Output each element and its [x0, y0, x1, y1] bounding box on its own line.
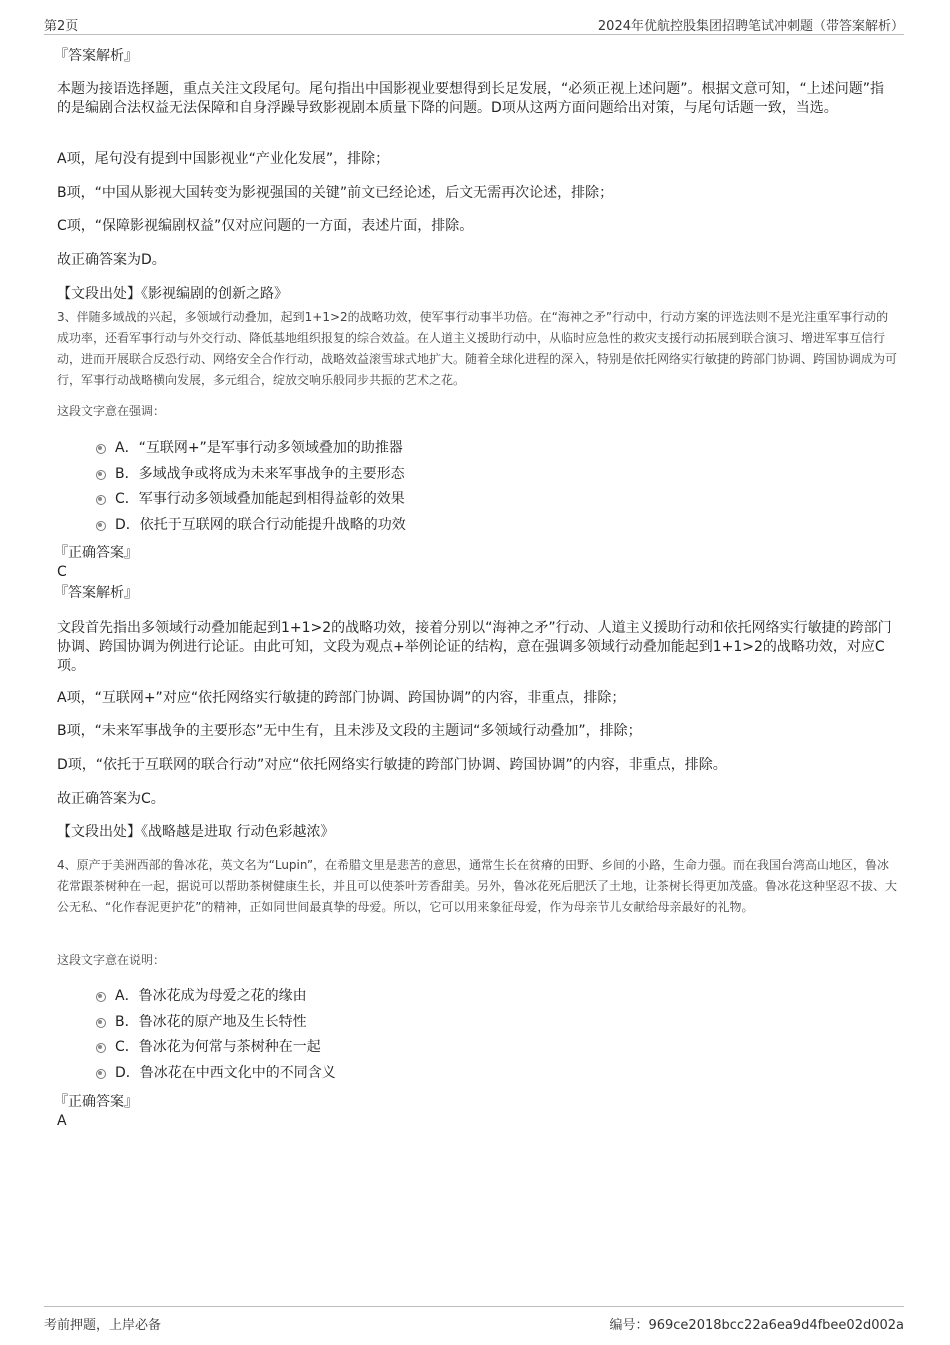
q2-analysis-intro: 本题为接语选择题，重点关注文段尾句。尾句指出中国影视业要想得到长足发展，“必须正视上述问题”。根据文意可知，“上述问题”指的是编剧合法权益无法保障和自身浮躁导致影视剧本质量下降的问题。D项从这两方面问题给出对策，与尾句话题一致，当选。 — [57, 81, 885, 116]
radio-icon[interactable] — [96, 495, 106, 505]
q4-options — [96, 984, 336, 1086]
q4-answer-title: 『正确答案』 — [54, 1094, 138, 1110]
q3-analysis-b: B项，“未来军事战争的主要形态”无中生有，且未涉及文段的主题词“多领域行动叠加”，排除； — [57, 723, 642, 739]
option-text: B．多域战争或将成为未来军事战争的主要形态 — [115, 465, 405, 482]
option-text: A．“互联网+”是军事行动多领域叠加的助推器 — [115, 440, 403, 456]
radio-icon[interactable] — [96, 1069, 106, 1079]
q3-analysis-a: A项，“互联网+”对应“依托网络实行敏捷的跨部门协调、跨国协调”的内容，非重点，排除； — [57, 690, 626, 706]
q2-analysis-a: A项，尾句没有提到中国影视业“产业化发展”，排除； — [57, 151, 390, 167]
q4-stem: 4、原产于美洲西部的鲁冰花，英文名为“Lupin”，在希腊文里是悲苦的意思，通常生长在贫瘠的田野、乡间的小路，生命力强。而在我国台湾高山地区，鲁冰花常跟茶树种在一起，据说可以帮助茶树健康生长，并且可以使茶叶芳香甜美。另外，鲁冰花死后肥沃了土地，让茶树长得更加茂盛。鲁冰花这种坚忍不拔、大公无私、“化作春泥更护花”的精神，正如同世间最真挚的母爱。所以，它可以用来象征母爱，作为母亲节儿女献给母亲最好的礼物。 — [57, 858, 898, 914]
option-text: B．鲁冰花的原产地及生长特性 — [115, 1013, 307, 1030]
q3-question: 这段文字意在强调： — [57, 404, 166, 418]
radio-icon[interactable] — [96, 470, 106, 480]
q3-answer-title: 『正确答案』 — [54, 545, 138, 561]
radio-icon[interactable] — [96, 1018, 106, 1028]
q3-option-d[interactable] — [96, 513, 406, 539]
option-text: A．鲁冰花成为母爱之花的缘由 — [115, 988, 307, 1004]
q4-option-a[interactable] — [96, 984, 336, 1010]
footer-slogan: 考前押题，上岸必备 — [44, 1318, 162, 1333]
q4-option-d[interactable] — [96, 1061, 336, 1087]
q4-answer: A — [57, 1113, 67, 1129]
q3-conclusion: 故正确答案为C。 — [57, 791, 165, 807]
q3-option-c[interactable] — [96, 487, 406, 513]
q3-option-a[interactable] — [96, 436, 406, 462]
q4-option-b[interactable] — [96, 1010, 336, 1036]
q3-analysis-d: D项，“依托于互联网的联合行动”对应“依托网络实行敏捷的跨部门协调、跨国协调”的内容，非重点，排除。 — [57, 757, 727, 773]
radio-icon[interactable] — [96, 992, 106, 1002]
radio-icon[interactable] — [96, 521, 106, 531]
q3-analysis-intro: 文段首先指出多领域行动叠加能起到1+1>2的战略功效，接着分别以“海神之矛”行动、人道主义援助行动和依托网络实行敏捷的跨部门协调、跨国协调为例进行论证。由此可知，文段为观点+举例论证的结构，意在强调多领域行动叠加能起到1+1>2的战略功效，对应C项。 — [57, 620, 892, 674]
q2-analysis-c: C项，“保障影视编剧权益”仅对应问题的一方面，表述片面，排除。 — [57, 218, 474, 234]
q3-stem: 3、伴随多域战的兴起，多领域行动叠加，起到1+1>2的战略功效，使军事行动事半功倍。在“海神之矛”行动中，行动方案的评选法则不是光注重军事行动的成功率，还看军事行动与外交行动、降低基地组织报复的综合效益。在人道主义援助行动中，从临时应急性的救灾支援行动拓展到联合演习、增进军事互信行动，进而开展联合反恐行动、网络安全合作行动，战略效益滚雪球式地扩大。随着全球化进程的深入，特别是依托网络实行敏捷的跨部门协调、跨国协调成为可行，军事行动战略横向发展，多元组合，绽放交响乐般同步共振的艺术之花。 — [57, 310, 898, 387]
radio-icon[interactable] — [96, 444, 106, 454]
document-id: 编号：969ce2018bcc22a6ea9d4fbee02d002a — [609, 1318, 904, 1333]
q4-option-c[interactable] — [96, 1035, 336, 1061]
q3-answer: C — [57, 564, 67, 580]
q3-source: 【文段出处】《战略越是进取 行动色彩越浓》 — [57, 824, 335, 840]
option-text: C．军事行动多领域叠加能起到相得益彰的效果 — [115, 491, 405, 507]
q2-analysis-b: B项，“中国从影视大国转变为影视强国的关键”前文已经论述，后文无需再次论述，排除； — [57, 185, 614, 201]
q2-analysis-title: 『答案解析』 — [54, 48, 138, 64]
q2-conclusion: 故正确答案为D。 — [57, 252, 166, 268]
page-footer — [44, 1306, 904, 1331]
option-text: C．鲁冰花为何常与茶树种在一起 — [115, 1039, 321, 1055]
document-title: 2024年优航控股集团招聘笔试冲刺题（带答案解析） — [597, 19, 904, 34]
page-number: 第2页 — [44, 19, 79, 34]
page-header — [44, 12, 904, 35]
q4-question: 这段文字意在说明： — [57, 953, 166, 967]
q3-analysis-title: 『答案解析』 — [54, 585, 138, 601]
option-text: D．鲁冰花在中西文化中的不同含义 — [115, 1064, 336, 1081]
q3-options — [96, 436, 406, 538]
option-text: D．依托于互联网的联合行动能提升战略的功效 — [115, 516, 406, 533]
radio-icon[interactable] — [96, 1043, 106, 1053]
q2-source: 【文段出处】《影视编剧的创新之路》 — [57, 286, 288, 302]
q3-option-b[interactable] — [96, 462, 406, 488]
